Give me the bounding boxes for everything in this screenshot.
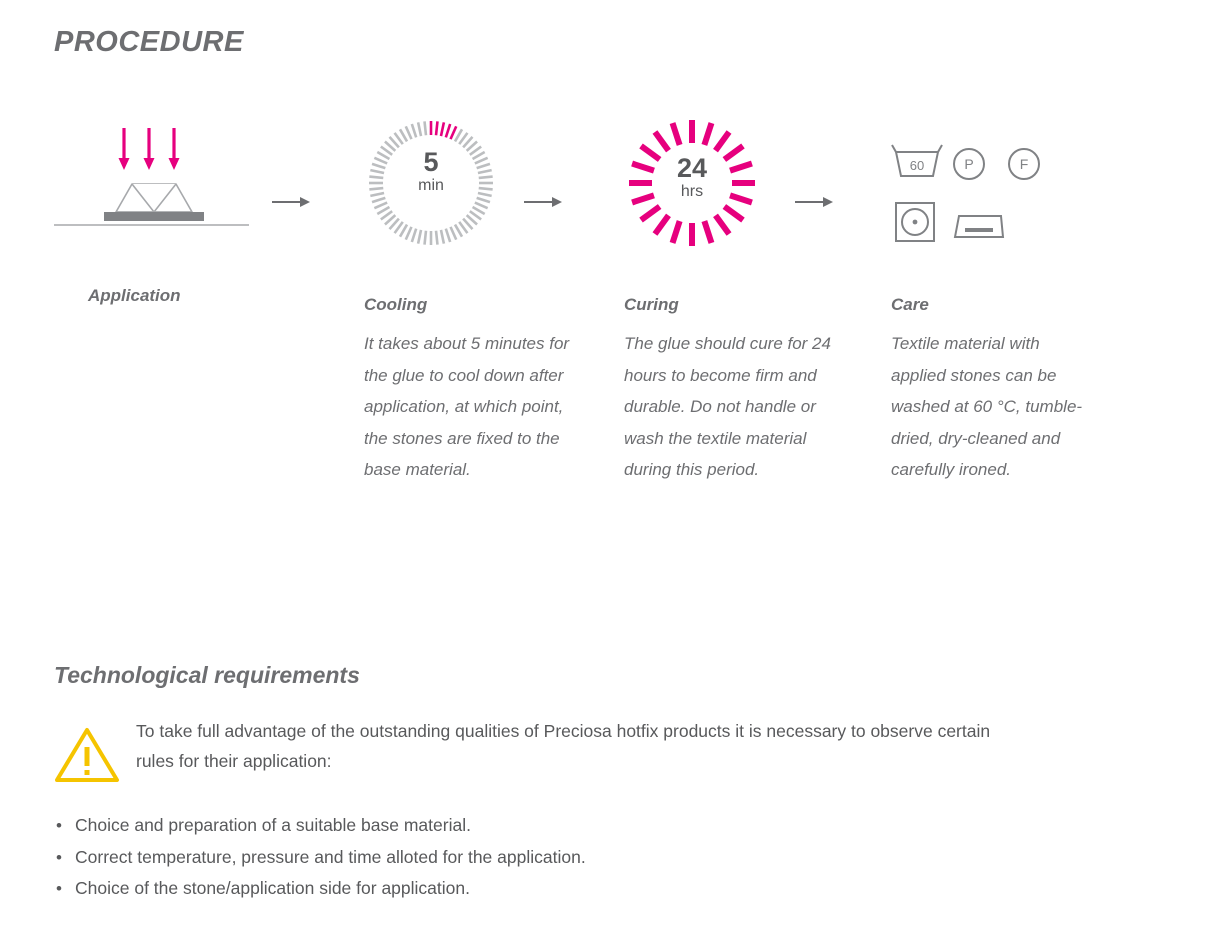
step-curing-body: The glue should cure for 24 hours to become firm and durable. Do not handle or wash the textile material during this period.	[624, 334, 831, 479]
page-title: PROCEDURE	[54, 26, 244, 58]
press-arrows-stone-icon	[54, 100, 294, 260]
dry-clean-f-label: F	[1019, 156, 1029, 172]
step-curing-title: Curing	[624, 295, 679, 314]
step-cooling-title: Cooling	[364, 295, 428, 314]
dial-timer-label	[366, 148, 496, 195]
dry-clean-p-label: P	[964, 156, 974, 172]
requirements-warning-text: To take full advantage of the outstanding qualities of Preciosa hotfix products it is necessary to observe certain rules for their application:	[136, 721, 991, 771]
arrow-curing-to-care	[795, 195, 835, 209]
step-cooling-body: It takes about 5 minutes for the glue to cool down after application, at which point, the stones are fixed to the base material.	[364, 334, 570, 479]
arrow-cooling-to-curing	[524, 195, 564, 209]
wash-tub-temperature: 60	[909, 158, 925, 173]
list-item: • Choice of the stone/application side for application.	[54, 873, 1054, 905]
requirements-bullet-list	[54, 810, 1054, 905]
laundry-care-symbols	[891, 136, 1061, 246]
procedure-steps	[0, 100, 1213, 570]
warning-triangle-icon	[54, 726, 120, 784]
step-care-title: Care	[891, 295, 929, 314]
dial-timer-value: 5	[423, 147, 439, 177]
list-item: • Choice and preparation of a suitable base material.	[54, 810, 1054, 842]
arrow-application-to-cooling	[272, 195, 312, 209]
step-care-body: Textile material with applied stones can be washed at 60 °C, tumble-dried, dry-cleaned and carefully ironed.	[891, 334, 1083, 479]
burst-timer-label	[627, 154, 757, 201]
burst-timer-value: 24	[676, 153, 708, 183]
burst-timer-unit: hrs	[680, 183, 704, 200]
step-application-title: Application	[88, 286, 181, 305]
requirements-title: Technological requirements	[54, 662, 360, 688]
iron-icon	[955, 216, 1003, 237]
burst-timer-icon	[627, 118, 757, 248]
dial-timer-unit: min	[418, 177, 444, 194]
list-item: • Correct temperature, pressure and time alloted for the application.	[54, 842, 1054, 874]
tumble-dry-icon	[896, 203, 934, 241]
dial-timer-icon	[366, 118, 496, 248]
